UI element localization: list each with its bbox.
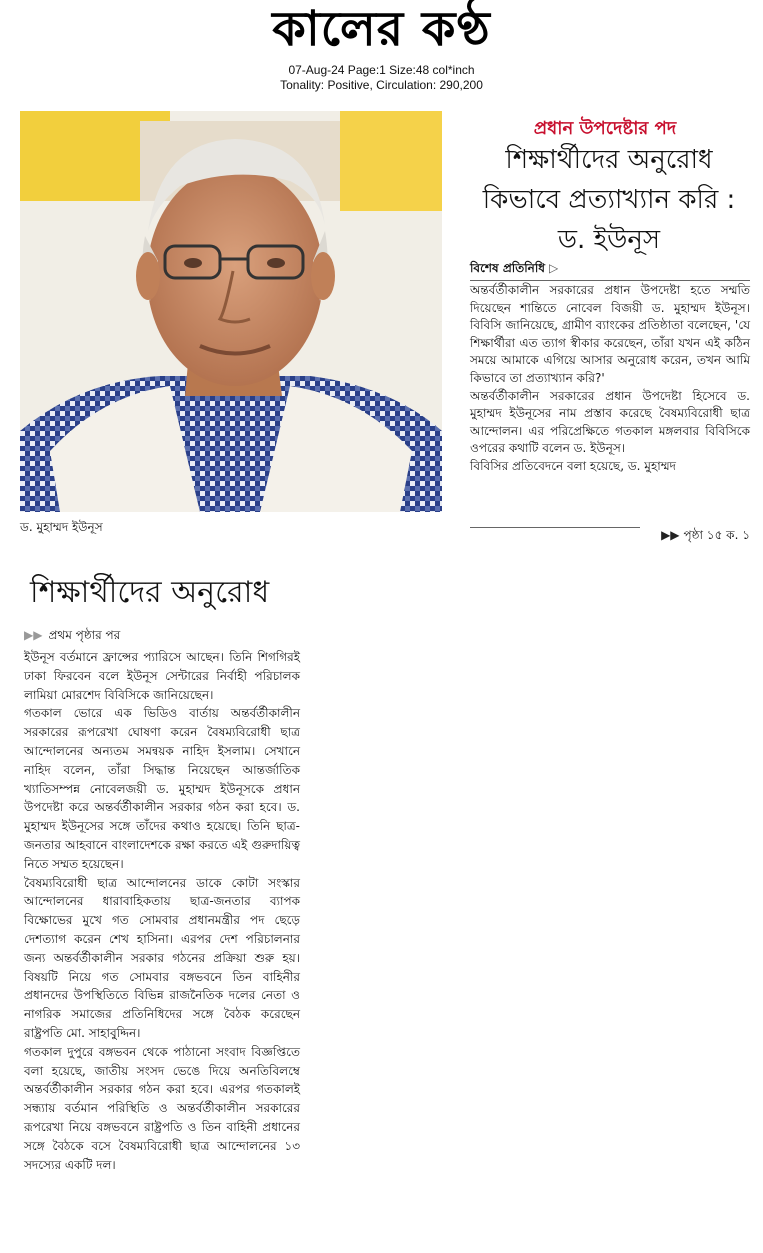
article-byline [470, 260, 558, 280]
double-arrow-icon: ▶▶ [661, 528, 680, 542]
article-headline: শিক্ষার্থীদের অনুরোধ কিভাবে প্রত্যাখ্যান করি : ড. ইউনূস [482, 145, 736, 255]
article-kicker: প্রধান উপদেষ্টার পদ [533, 118, 677, 139]
continuation-from-text: প্রথম পৃষ্ঠার পর [48, 628, 121, 642]
continuation-paragraph: ইউনূস বর্তমানে ফ্রান্সের প্যারিসে আছেন। তিনি শিগগিরই ঢাকা ফিরবেন বলে ইউনূস সেন্টারের নির্বাহী পরিচালক লামিয়া মোরশেদ বিবিসিকে জানিয়েছেন। [24, 650, 300, 702]
continuation-paragraph: বৈষম্যবিরোধী ছাত্র আন্দোলনের ডাকে কোটা সংস্কার আন্দোলনের ধারাবাহিকতায় ছাত্র-জনতার ব্যাপক বিক্ষোভের মুখে গত সোমবার প্রধানমন্ত্রীর পদ ছেড়ে দেশত্যাগ করেন শেখ হাসিনা। এরপর দেশ পরিচালনার জন্য অন্তর্বর্তীকালীন সরকার গঠনের প্রক্রিয়া শুরু হয়। বিষয়টি নিয়ে গত সোমবার বঙ্গভবনে তিন বাহিনীর প্রধানদের উপস্থিতিতে বিভিন্ন রাজনৈতিক দলের নেতা ও নাগরিক সমাজের প্রতিনিধিদের সঙ্গে বৈঠক করেছেন রাষ্ট্রপতি মো. সাহাবুদ্দিন। [24, 875, 300, 1040]
clipping-meta-size: 07-Aug-24 Page:1 Size:48 col*inch [288, 63, 475, 77]
continuation-from [24, 627, 120, 647]
byline-text: বিশেষ প্রতিনিধি [470, 261, 545, 275]
continuation-paragraph: গতকাল ভোরে এক ভিডিও বার্তায় অন্তর্বর্তীকালীন সরকারের রূপরেখা ঘোষণা করেন বৈষম্যবিরোধী ছাত্র আন্দোলনের অন্যতম সমন্বয়ক নাহিদ ইসলাম। সেখানে নাহিদ বলেন, তাঁরা সিদ্ধান্ত নিয়েছেন আন্তর্জাতিক খ্যাতিসম্পন্ন নোবেলজয়ী ড. মুহাম্মদ ইউনূসকে প্রধান উপদেষ্টা করে অন্তর্বর্তীকালীন সরকার গঠন করা হবে। ড. মুহাম্মদ ইউনূসের সঙ্গে তাঁদের কথাও হয়েছে। তিনি ছাত্র-জনতার আহবানে বাংলাদেশকে রক্ষা করতে এই গুরুদায়িত্ব নিতে সম্মত হয়েছেন। [24, 706, 300, 871]
portrait-photo [20, 111, 442, 512]
byline-rule [470, 280, 750, 281]
clipping-meta-tonality: Tonality: Positive, Circulation: 290,200 [280, 78, 483, 92]
article-paragraph: অন্তর্বর্তীকালীন সরকারের প্রধান উপদেষ্টা হিসেবে ড. মুহাম্মদ ইউনূসের নাম প্রস্তাব করেছে বৈষম্যবিরোধী ছাত্র আন্দোলন। এর পরিপ্রেক্ষিতে গতকাল মঙ্গলবার বিবিসিকে ওপরের কথাটি বলেন ড. ইউনূস। [470, 388, 750, 456]
continuation-body [24, 648, 300, 1174]
article-paragraph: বিবিসির প্রতিবেদনে বলা হয়েছে, ড. মুহাম্মদ [470, 458, 676, 473]
jump-reference [560, 527, 750, 547]
photo-caption: ড. মুহাম্মদ ইউনূস [20, 520, 103, 534]
double-arrow-icon: ▶▶ [24, 628, 43, 642]
article-body [470, 282, 750, 476]
continuation-paragraph: গতকাল দুপুরে বঙ্গভবন থেকে পাঠানো সংবাদ বিজ্ঞপ্তিতে বলা হয়েছে, জাতীয় সংসদ ভেঙে দিয়ে অনতিবিলম্বে অন্তর্বর্তীকালীন সরকার গঠন করা হবে। এরপর গতকালই সন্ধ্যায় বর্তমান পরিস্থিতি ও অন্তর্বর্তীকালীন সরকারের রূপরেখা নিয়ে বঙ্গভবনে রাষ্ট্রপতি ও তিন বাহিনী প্রধানের সঙ্গে বৈঠকে বসে বৈষম্যবিরোধী ছাত্র আন্দোলনের ১৩ সদস্যের একটি দল। [24, 1044, 300, 1172]
jump-page-text: পৃষ্ঠা ১৫ ক. ১ [683, 528, 750, 542]
masthead-title: কালের কণ্ঠ [272, 1, 491, 57]
article-paragraph: অন্তর্বর্তীকালীন সরকারের প্রধান উপদেষ্টা হতে সম্মতি দিয়েছেন শান্তিতে নোবেল বিজয়ী ড. মুহাম্মদ ইউনূস। বিবিসি জানিয়েছে, গ্রামীণ ব্যাংকের প্রতিষ্ঠাতা বলেছেন, 'যে শিক্ষার্থীরা এত ত্যাগ স্বীকার করেছেন, তাঁরা যখন এই কঠিন সময়ে আমাকে এগিয়ে আসার অনুরোধ করেন, তখন আমি কিভাবে তা প্রত্যাখ্যান করি?' [470, 283, 750, 385]
continuation-headline: শিক্ষার্থীদের অনুরোধ [30, 575, 270, 610]
byline-triangle-icon: ▷ [548, 261, 559, 275]
